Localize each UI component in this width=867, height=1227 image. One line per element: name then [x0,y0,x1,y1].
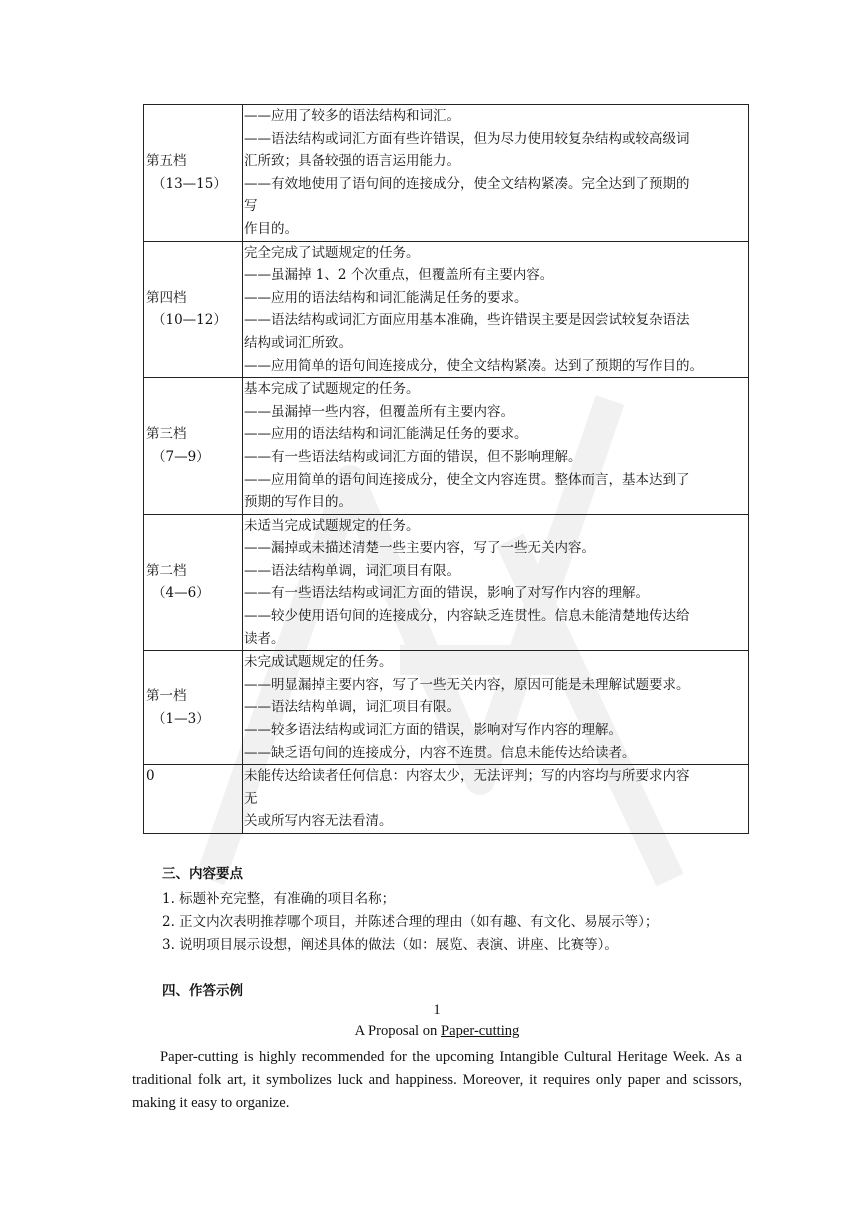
rubric-description-line: 作目的。 [244,220,298,237]
rubric-row [144,241,749,378]
rubric-description-cell [243,765,749,834]
content-point-item: 2. 正文内次表明推荐哪个项目，并陈述合理的理由（如有趣、有文化、易展示等）； [162,914,659,930]
rubric-level-cell [144,765,243,834]
rubric-description-line: 未能传达给读者任何信息：内容太少，无法评判；写的内容均与所要求内容 [244,768,690,785]
rubric-description-line: ——应用了较多的语法结构和词汇。 [244,108,460,124]
rubric-description-line: ——应用的语法结构和词汇能满足任务的要求。 [244,289,528,306]
content-point-item: 1. 标题补充完整，有准确的项目名称； [162,891,396,907]
rubric-description-line: ——语法结构单调，词汇项目有限。 [244,562,460,579]
sample-essay [132,1000,742,1115]
sample-answer-heading: 四、作答示例 [162,983,243,999]
rubric-description-cell [243,105,749,242]
rubric-level-name: 第五档 [146,153,187,170]
content-point-item: 3. 说明项目展示设想，阐述具体的做法（如：展览、表演、讲座、比赛等）。 [162,937,618,953]
rubric-level-cell [144,378,243,515]
rubric-level-cell [144,651,243,765]
rubric-description-line: 未适当完成试题规定的任务。 [244,517,420,534]
rubric-description-line: ——有一些语法结构或词汇方面的错误，影响了对写作内容的理解。 [244,585,649,602]
rubric-description-line: ——有一些语法结构或词汇方面的错误，但不影响理解。 [244,448,582,465]
rubric-description-line: ——虽漏掉 1、2 个次重点，但覆盖所有主要内容。 [244,267,554,284]
content-points-list [162,888,658,957]
content-points-heading: 三、内容要点 [162,866,243,882]
sample-answer-section [162,979,243,999]
rubric-description-cell [243,378,749,515]
rubric-description-line: 未完成试题规定的任务。 [244,654,393,671]
rubric-level-name: 第二档 [146,562,187,579]
rubric-description-line: 完全完成了试题规定的任务。 [244,244,420,261]
rubric-description-line: 结构或词汇所致。 [244,334,352,351]
grading-rubric-table [143,104,749,834]
rubric-description-line: 读者。 [244,630,285,647]
rubric-row [144,651,749,765]
rubric-row [144,765,749,834]
rubric-description-line: ——缺乏语句间的连接成分，内容不连贯。信息未能传达给读者。 [244,744,636,761]
rubric-description-cell [243,514,749,651]
rubric-description-line: ——明显漏掉主要内容，写了一些无关内容，原因可能是未理解试题要求。 [244,676,690,693]
rubric-description-line: ——有效地使用了语句间的连接成分，使全文结构紧凑。完全达到了预期的 [244,175,690,192]
rubric-level-cell [144,514,243,651]
rubric-description-line: ——应用简单的语句间连接成分，使全文结构紧凑。达到了预期的写作目的。 [244,357,703,374]
content-points-section [162,862,658,957]
rubric-row [144,378,749,515]
rubric-level-range: （4—6） [152,585,210,602]
essay-title-topic: Paper-cutting [441,1023,520,1039]
essay-title [132,1020,742,1042]
rubric-level-name: 第三档 [146,426,187,443]
rubric-description-line: ——漏掉或未描述清楚一些主要内容，写了一些无关内容。 [244,540,595,557]
rubric-level-name: 0 [146,768,155,785]
essay-number: 1 [433,1002,441,1018]
rubric-level-range: （1—3） [152,710,210,727]
rubric-description-line: 汇所致；具备较强的语言运用能力。 [244,153,460,170]
rubric-description-line: 无 [244,790,258,807]
rubric-description-line: 关或所写内容无法看清。 [244,813,393,830]
rubric-description-line: ——语法结构或词汇方面有些许错误，但为尽力使用较复杂结构或较高级词 [244,130,690,147]
rubric-description-line: ——虽漏掉一些内容，但覆盖所有主要内容。 [244,403,514,420]
rubric-level-range: （10—12） [152,312,227,329]
rubric-level-range: （13—15） [152,175,227,192]
rubric-description-line: ——较少使用语句间的连接成分，内容缺乏连贯性。信息未能清楚地传达给 [244,608,690,625]
rubric-description-line: ——应用简单的语句间连接成分，使全文内容连贯。整体而言，基本达到了 [244,471,690,488]
rubric-description-line: ——较多语法结构或词汇方面的错误，影响对写作内容的理解。 [244,722,622,739]
rubric-level-range: （7—9） [152,448,210,465]
rubric-description-line: 写 [244,198,258,215]
rubric-level-name: 第四档 [146,289,187,306]
rubric-description-cell [243,651,749,765]
rubric-description-line: 预期的写作目的。 [244,494,352,511]
rubric-level-cell [144,105,243,242]
rubric-description-line: ——应用的语法结构和词汇能满足任务的要求。 [244,426,528,443]
rubric-description-line: ——语法结构或词汇方面应用基本准确，些许错误主要是因尝试较复杂语法 [244,312,690,329]
rubric-level-cell [144,241,243,378]
essay-title-prefix: A Proposal on [354,1023,442,1039]
rubric-description-line: ——语法结构单调，词汇项目有限。 [244,699,460,716]
essay-paragraph: Paper-cutting is highly recommended for the upcoming Intangible Cultural Heritage Week. As a traditional folk art, it symbolizes luck and happiness. Moreover, it requires only paper and scissors, making it easy to organize. [132,1049,742,1111]
rubric-level-name: 第一档 [146,688,187,705]
rubric-description-cell [243,241,749,378]
rubric-row [144,105,749,242]
rubric-description-line: 基本完成了试题规定的任务。 [244,381,420,398]
rubric-row [144,514,749,651]
